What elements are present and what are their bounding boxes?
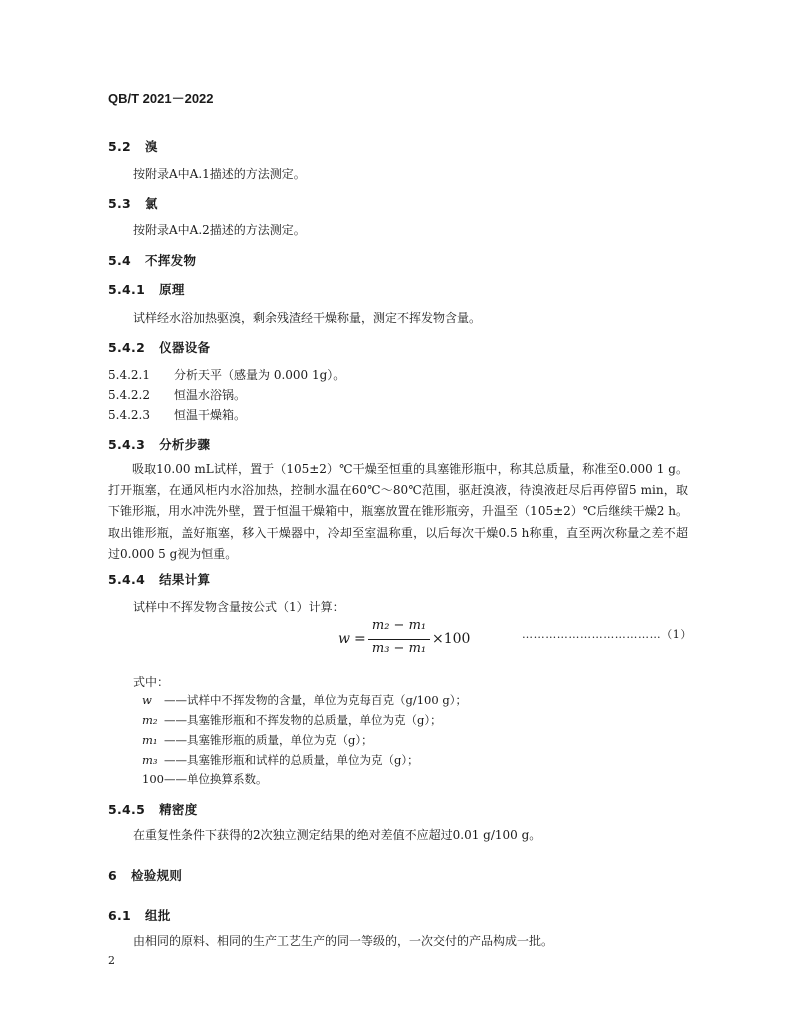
section-heading-5-4-2 (108, 338, 210, 356)
definition-row (142, 712, 442, 728)
definition-text: ——试样中不挥发物的含量，单位为克每百克（g/100 g）； (164, 693, 467, 707)
section-title: 分析步骤 (159, 437, 211, 452)
formula-equals: = (354, 631, 366, 647)
section-heading-5-4-5 (108, 800, 198, 818)
section-title: 组批 (145, 908, 171, 923)
definition-row (142, 752, 419, 768)
section-number: 5.4.4 (108, 572, 146, 587)
equipment-item-number: 5.4.2.2 (108, 388, 150, 402)
equipment-item (108, 366, 345, 383)
section-title: 仪器设备 (159, 340, 211, 355)
where-label: 式中： (133, 675, 170, 689)
definition-row (142, 692, 467, 708)
section-number: 5.4.2 (108, 340, 146, 355)
definition-symbol: w (142, 693, 152, 707)
equation-number: （1） (661, 628, 693, 641)
section-5-4-1-text: 试样经水浴加热驱溴，剩余残渣经干燥称量，测定不挥发物含量。 (133, 311, 482, 325)
analysis-procedure-paragraph: 吸取10.00 mL试样，置于（105±2）℃干燥至恒重的具塞锥形瓶中，称其总质量，称准至0.000 1 g。打开瓶塞，在通风柜内水浴加热，控制水温在60℃～80℃范围，驱赶溴液，待溴液赶尽后再停留5 min，取下锥形瓶，用水冲洗外壁，置于恒温干燥箱中，瓶塞放置在锥形瓶旁，升温至（105±2）℃后继续干燥2 h。取出锥形瓶，盖好瓶塞，移入干燥器中，冷却至室温称重，以后每次干燥0.5 h称重，直至两次称量之差不超过0.000 5 g视为恒重。 (108, 462, 688, 561)
definition-symbol: m₃ (142, 753, 158, 767)
section-number: 5.4.3 (108, 437, 146, 452)
section-title: 溴 (145, 139, 158, 154)
definition-text: ——单位换算系数。 (164, 772, 268, 786)
section-5-3-text: 按附录A中A.2描述的方法测定。 (133, 223, 306, 237)
definition-symbol: 100 (142, 772, 164, 786)
fraction-bar (368, 639, 430, 640)
section-number: 5.4.1 (108, 282, 146, 297)
formula-leader-dots (522, 626, 692, 642)
section-title: 氯 (145, 196, 158, 211)
definition-text: ——具塞锥形瓶和不挥发物的总质量，单位为克（g）； (164, 713, 442, 727)
definition-row (142, 771, 268, 787)
section-5-2-text: 按附录A中A.1描述的方法测定。 (133, 167, 306, 181)
formula-multiplier: ×100 (432, 631, 471, 647)
section-heading-5-4-1 (108, 280, 185, 298)
section-number: 6 (108, 868, 117, 883)
section-heading-5-4-3 (108, 435, 210, 453)
section-number: 6.1 (108, 908, 132, 923)
definition-text: ——具塞锥形瓶和试样的总质量，单位为克（g）； (164, 753, 419, 767)
precision-text: 在重复性条件下获得的2次独立测定结果的绝对差值不应超过0.01 g/100 g。 (133, 828, 542, 842)
formula-lhs: w (338, 631, 350, 647)
section-number: 5.4.5 (108, 802, 146, 817)
section-title: 不挥发物 (145, 253, 197, 268)
equipment-item (108, 406, 246, 423)
formula-1 (338, 618, 471, 664)
document-code: QB/T 2021－2022 (108, 91, 214, 106)
equipment-item-number: 5.4.2.3 (108, 408, 150, 422)
section-title: 原理 (159, 282, 185, 297)
section-title: 结果计算 (159, 572, 211, 587)
section-heading-5-4 (108, 251, 196, 269)
section-title: 检验规则 (131, 868, 183, 883)
definition-row (142, 732, 373, 748)
section-heading-6-1 (108, 906, 171, 924)
section-title: 精密度 (159, 802, 198, 817)
definition-text: ——具塞锥形瓶的质量，单位为克（g）； (164, 733, 373, 747)
formula-fraction (368, 618, 430, 656)
section-heading-6 (108, 866, 182, 884)
definition-symbol: m₂ (142, 713, 158, 727)
section-heading-5-3 (108, 194, 158, 212)
leader-dots: ……………………………… (522, 628, 662, 641)
formula-numerator: m₂ − m₁ (371, 618, 427, 633)
section-heading-5-4-4 (108, 570, 210, 588)
section-heading-5-2 (108, 137, 158, 155)
calculation-intro: 试样中不挥发物含量按公式（1）计算： (133, 600, 345, 614)
page-number: 2 (108, 954, 115, 967)
equipment-item-text: 恒温干燥箱。 (174, 408, 247, 422)
section-number: 5.2 (108, 139, 132, 154)
equipment-item-text: 恒温水浴锅。 (174, 388, 247, 402)
formula-denominator: m₃ − m₁ (371, 641, 427, 656)
equipment-item (108, 386, 246, 403)
equipment-item-number: 5.4.2.1 (108, 368, 150, 382)
equipment-item-text: 分析天平（感量为 0.000 1g）。 (174, 368, 346, 382)
definition-symbol: m₁ (142, 733, 158, 747)
section-number: 5.4 (108, 253, 132, 268)
batching-text: 由相同的原料、相同的生产工艺生产的同一等级的，一次交付的产品构成一批。 (133, 934, 554, 948)
section-number: 5.3 (108, 196, 132, 211)
